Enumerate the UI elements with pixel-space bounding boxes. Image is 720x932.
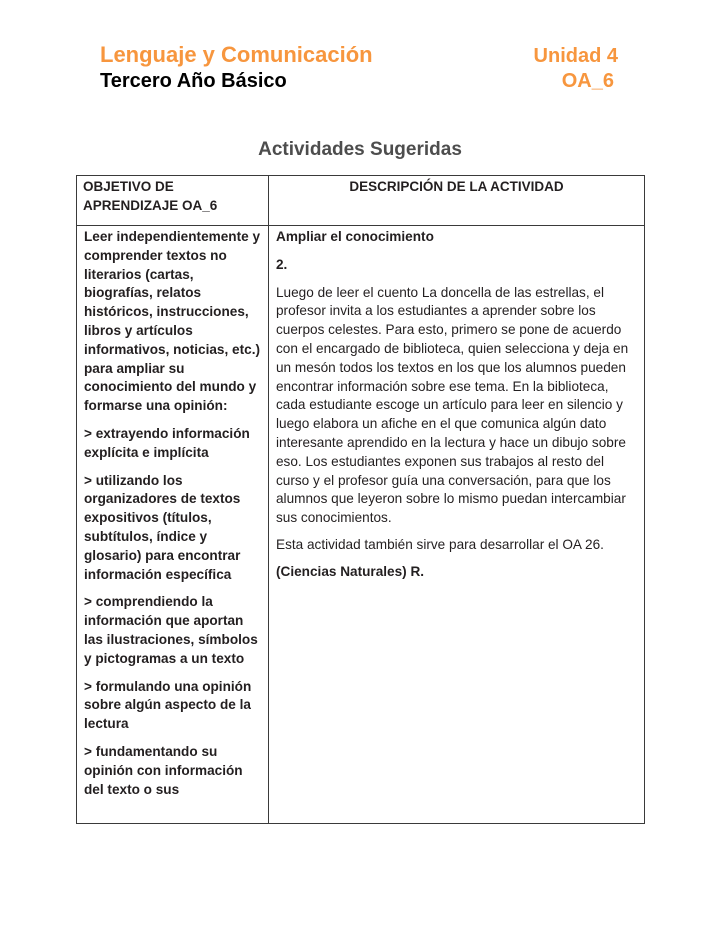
objective-item: > extrayendo información explícita e implícita xyxy=(84,425,250,460)
objective-code-label: OA_6 xyxy=(561,70,614,92)
column-header-objective: OBJETIVO DE APRENDIZAJE OA_6 xyxy=(77,176,269,226)
description-cell xyxy=(269,226,645,824)
objective-item: > fundamentando su opinión con información del texto o sus xyxy=(84,743,243,797)
objective-item: > formulando una opinión sobre algún aspecto de la lectura xyxy=(84,678,252,732)
objective-intro: Leer independientemente y comprender textos no literarios (cartas, biografías, relatos históricos, instrucciones, libros y artículos informativos, noticias, etc.) para ampliar su conocimiento del mundo y formarse una opinión: xyxy=(84,229,261,414)
activities-table xyxy=(76,175,645,824)
section-title: Actividades Sugeridas xyxy=(258,139,462,160)
table-row xyxy=(77,226,645,824)
activity-body: Luego de leer el cuento La doncella de las estrellas, el profesor invita a los estudiantes a aprender sobre los cuerpos celestes. Para esto, primero se pone de acuerdo con el encargado de biblioteca, quien selecciona y deja en un mesón todos los textos en los que los alumnos pueden encontrar información sobre ese tema. En la biblioteca, cada estudiante escoge un artículo para leer en silencio y luego elabora un afiche en el que comunica algún dato interesante aprendido en la lectura y hace un dibujo sobre eso. Los estudiantes exponen sus trabajos al resto del curso y el profesor guía una conversación, para que los alumnos que leyeron sobre lo mismo puedan intercambiar sus conocimientos. xyxy=(276,284,629,526)
subject-title: Lenguaje y Comunicación xyxy=(100,42,373,67)
activity-title: Ampliar el conocimiento xyxy=(276,229,434,244)
unit-label: Unidad 4 xyxy=(533,45,618,67)
activity-number: 2. xyxy=(276,256,288,272)
objective-cell xyxy=(77,226,269,824)
objective-item: > comprendiendo la información que aportan las ilustraciones, símbolos y pictogramas a un texto xyxy=(84,594,258,666)
grade-subtitle: Tercero Año Básico xyxy=(100,70,287,92)
activity-note: Esta actividad también sirve para desarrollar el OA 26. xyxy=(276,536,604,552)
table-header-row xyxy=(77,176,645,226)
activity-reference: (Ciencias Naturales) R. xyxy=(276,563,425,579)
column-header-description: DESCRIPCIÓN DE LA ACTIVIDAD xyxy=(269,176,645,226)
objective-item: > utilizando los organizadores de textos expositivos (títulos, subtítulos, índice y glosario) para encontrar información específica xyxy=(84,472,241,582)
